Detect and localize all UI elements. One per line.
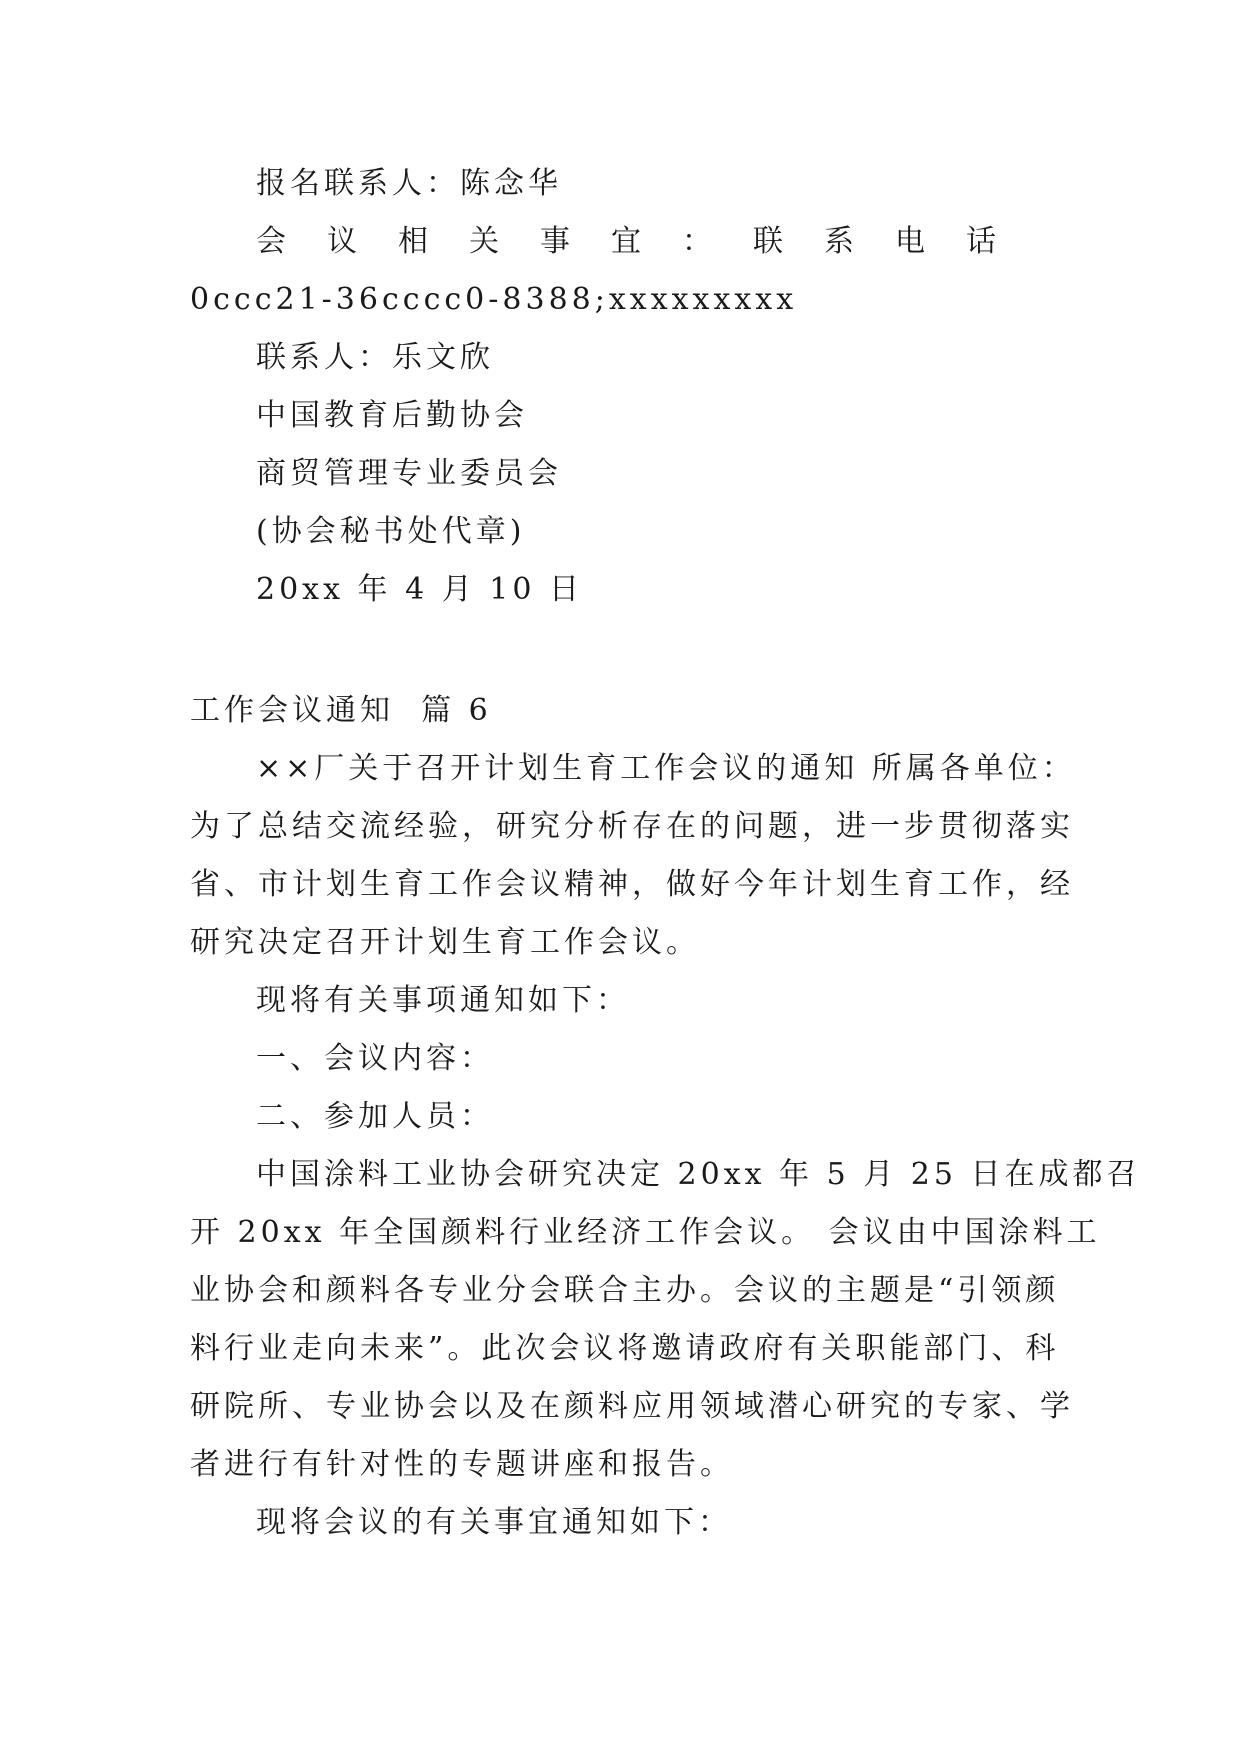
notice-date: 20xx 年 4 月 10 日 bbox=[256, 572, 583, 607]
paragraph-line: ××厂关于召开计划生育工作会议的通知 所属各单位： bbox=[256, 751, 1076, 786]
registration-contact: 报名联系人：陈念华 bbox=[256, 166, 562, 201]
meeting-matters-label: 会议相关事宜：联系电话 bbox=[256, 224, 1037, 259]
paragraph-line: 中国涂料工业协会研究决定 20xx 年 5 月 25 日在成都召 bbox=[256, 1157, 1141, 1192]
paragraph-line: 研究决定召开计划生育工作会议。 bbox=[190, 925, 700, 960]
item-participants: 二、参加人员： bbox=[256, 1099, 494, 1134]
section-heading: 工作会议通知 篇 6 bbox=[190, 693, 492, 728]
phone-number: 0ccc21-36cccc0-8388;xxxxxxxxx bbox=[190, 282, 798, 317]
notice-intro: 现将有关事项通知如下： bbox=[256, 983, 630, 1018]
paragraph-line: 省、市计划生育工作会议精神，做好今年计划生育工作，经 bbox=[190, 867, 1074, 902]
paragraph-line: 料行业走向未来”。此次会议将邀请政府有关职能部门、科 bbox=[190, 1331, 1060, 1366]
sender-committee: 商贸管理专业委员会 bbox=[256, 456, 562, 491]
closing-line: 现将会议的有关事宜通知如下： bbox=[256, 1505, 732, 1540]
paragraph-line: 为了总结交流经验，研究分析存在的问题，进一步贯彻落实 bbox=[190, 809, 1074, 844]
seal-note: (协会秘书处代章) bbox=[256, 514, 526, 549]
paragraph-line: 研院所、专业协会以及在颜料应用领域潜心研究的专家、学 bbox=[190, 1389, 1074, 1424]
contact-person: 联系人：乐文欣 bbox=[256, 340, 494, 375]
paragraph-line: 者进行有针对性的专题讲座和报告。 bbox=[190, 1447, 734, 1482]
item-meeting-content: 一、会议内容： bbox=[256, 1041, 494, 1076]
paragraph-line: 业协会和颜料各专业分会联合主办。会议的主题是“引领颜 bbox=[190, 1273, 1060, 1308]
paragraph-line: 开 20xx 年全国颜料行业经济工作会议。 会议由中国涂料工 bbox=[190, 1215, 1101, 1250]
sender-org: 中国教育后勤协会 bbox=[256, 398, 528, 433]
